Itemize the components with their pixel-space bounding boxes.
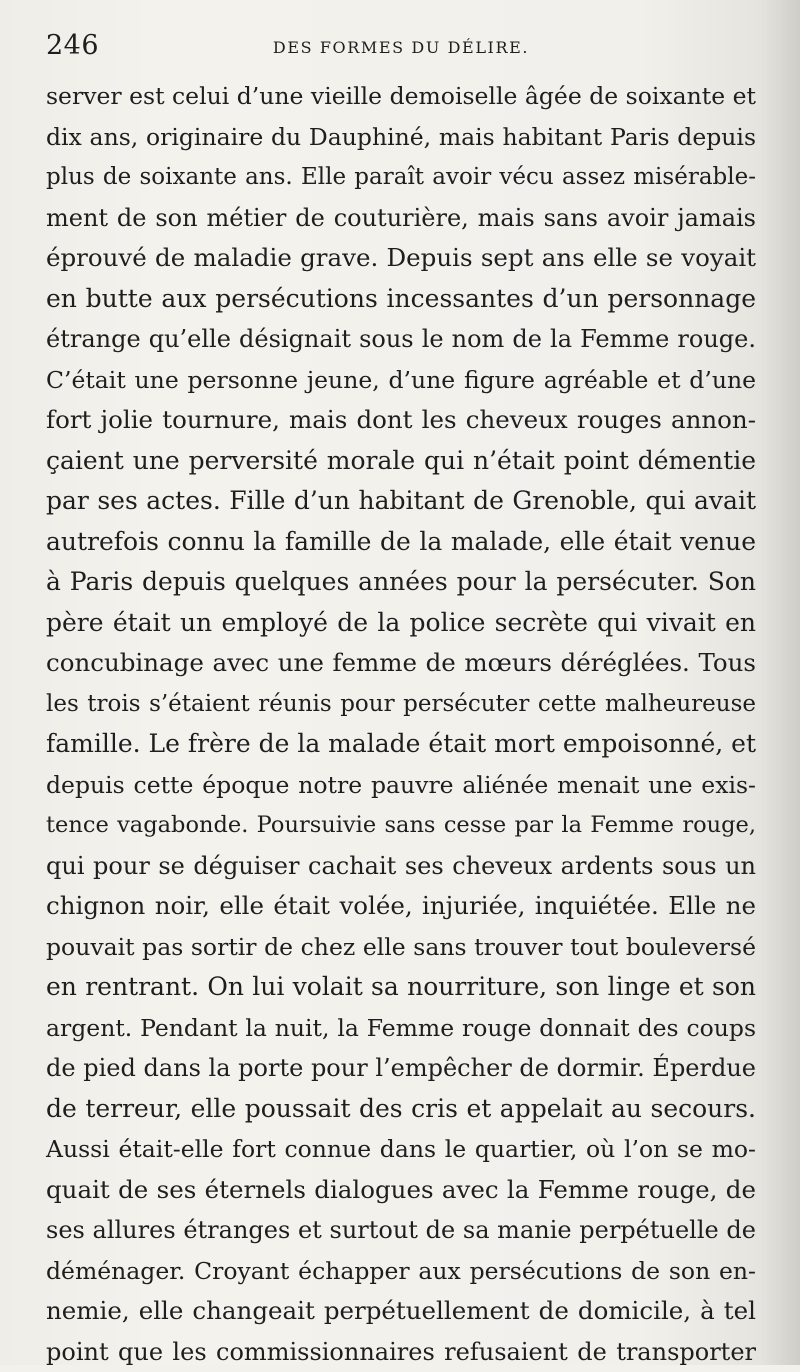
text-line: argent. Pendant la nuit, la Femme rouge donnait des coups: [46, 1008, 756, 1049]
text-line: pouvait pas sortir de chez elle sans trouver tout bouleversé: [46, 927, 756, 968]
text-line: père était un employé de la police secrète qui vivait en: [46, 603, 756, 644]
text-line: de terreur, elle poussait des cris et appelait au secours.: [46, 1089, 756, 1130]
text-line: concubinage avec une femme de mœurs déréglées. Tous: [46, 643, 756, 684]
text-line: server est celui d’une vieille demoiselle âgée de soixante et: [46, 76, 756, 117]
text-line: C’était une personne jeune, d’une figure agréable et d’une: [46, 360, 756, 401]
text-line: déménager. Croyant échapper aux persécutions de son en-: [46, 1251, 756, 1292]
running-head: DES FORMES DU DÉLIRE.: [46, 38, 756, 57]
text-line: étrange qu’elle désignait sous le nom de la Femme rouge.: [46, 319, 756, 360]
text-line: qui pour se déguiser cachait ses cheveux ardents sous un: [46, 846, 756, 887]
text-line: ses allures étranges et surtout de sa manie perpétuelle de: [46, 1210, 756, 1251]
text-line: dix ans, originaire du Dauphiné, mais habitant Paris depuis: [46, 117, 756, 158]
text-line: depuis cette époque notre pauvre aliénée menait une exis-: [46, 765, 756, 806]
text-line: plus de soixante ans. Elle paraît avoir vécu assez misérable-: [46, 157, 756, 198]
text-line: de pied dans la porte pour l’empêcher de dormir. Éperdue: [46, 1048, 756, 1089]
text-line: tence vagabonde. Poursuivie sans cesse par la Femme rouge,: [46, 805, 756, 846]
text-line: point que les commissionnaires refusaient de transporter: [46, 1332, 756, 1372]
text-line: en butte aux persécutions incessantes d’un personnage: [46, 279, 756, 320]
text-line: ment de son métier de couturière, mais sans avoir jamais: [46, 198, 756, 239]
text-line: quait de ses éternels dialogues avec la Femme rouge, de: [46, 1170, 756, 1211]
body-text: [46, 76, 756, 1372]
text-line: Aussi était-elle fort connue dans le quartier, où l’on se mo-: [46, 1129, 756, 1170]
text-line: en rentrant. On lui volait sa nourriture, son linge et son: [46, 967, 756, 1008]
text-line: les trois s’étaient réunis pour persécuter cette malheureuse: [46, 684, 756, 725]
text-line: à Paris depuis quelques années pour la persécuter. Son: [46, 562, 756, 603]
text-line: autrefois connu la famille de la malade, elle était venue: [46, 522, 756, 563]
page-header: [46, 30, 756, 66]
text-line: par ses actes. Fille d’un habitant de Grenoble, qui avait: [46, 481, 756, 522]
text-line: chignon noir, elle était volée, injuriée, inquiétée. Elle ne: [46, 886, 756, 927]
text-line: nemie, elle changeait perpétuellement de domicile, à tel: [46, 1291, 756, 1332]
text-line: fort jolie tournure, mais dont les cheveux rouges annon-: [46, 400, 756, 441]
text-line: famille. Le frère de la malade était mort empoisonné, et: [46, 724, 756, 765]
text-line: éprouvé de maladie grave. Depuis sept ans elle se voyait: [46, 238, 756, 279]
text-line: çaient une perversité morale qui n’était point démentie: [46, 441, 756, 482]
page-number: 246: [46, 30, 99, 61]
